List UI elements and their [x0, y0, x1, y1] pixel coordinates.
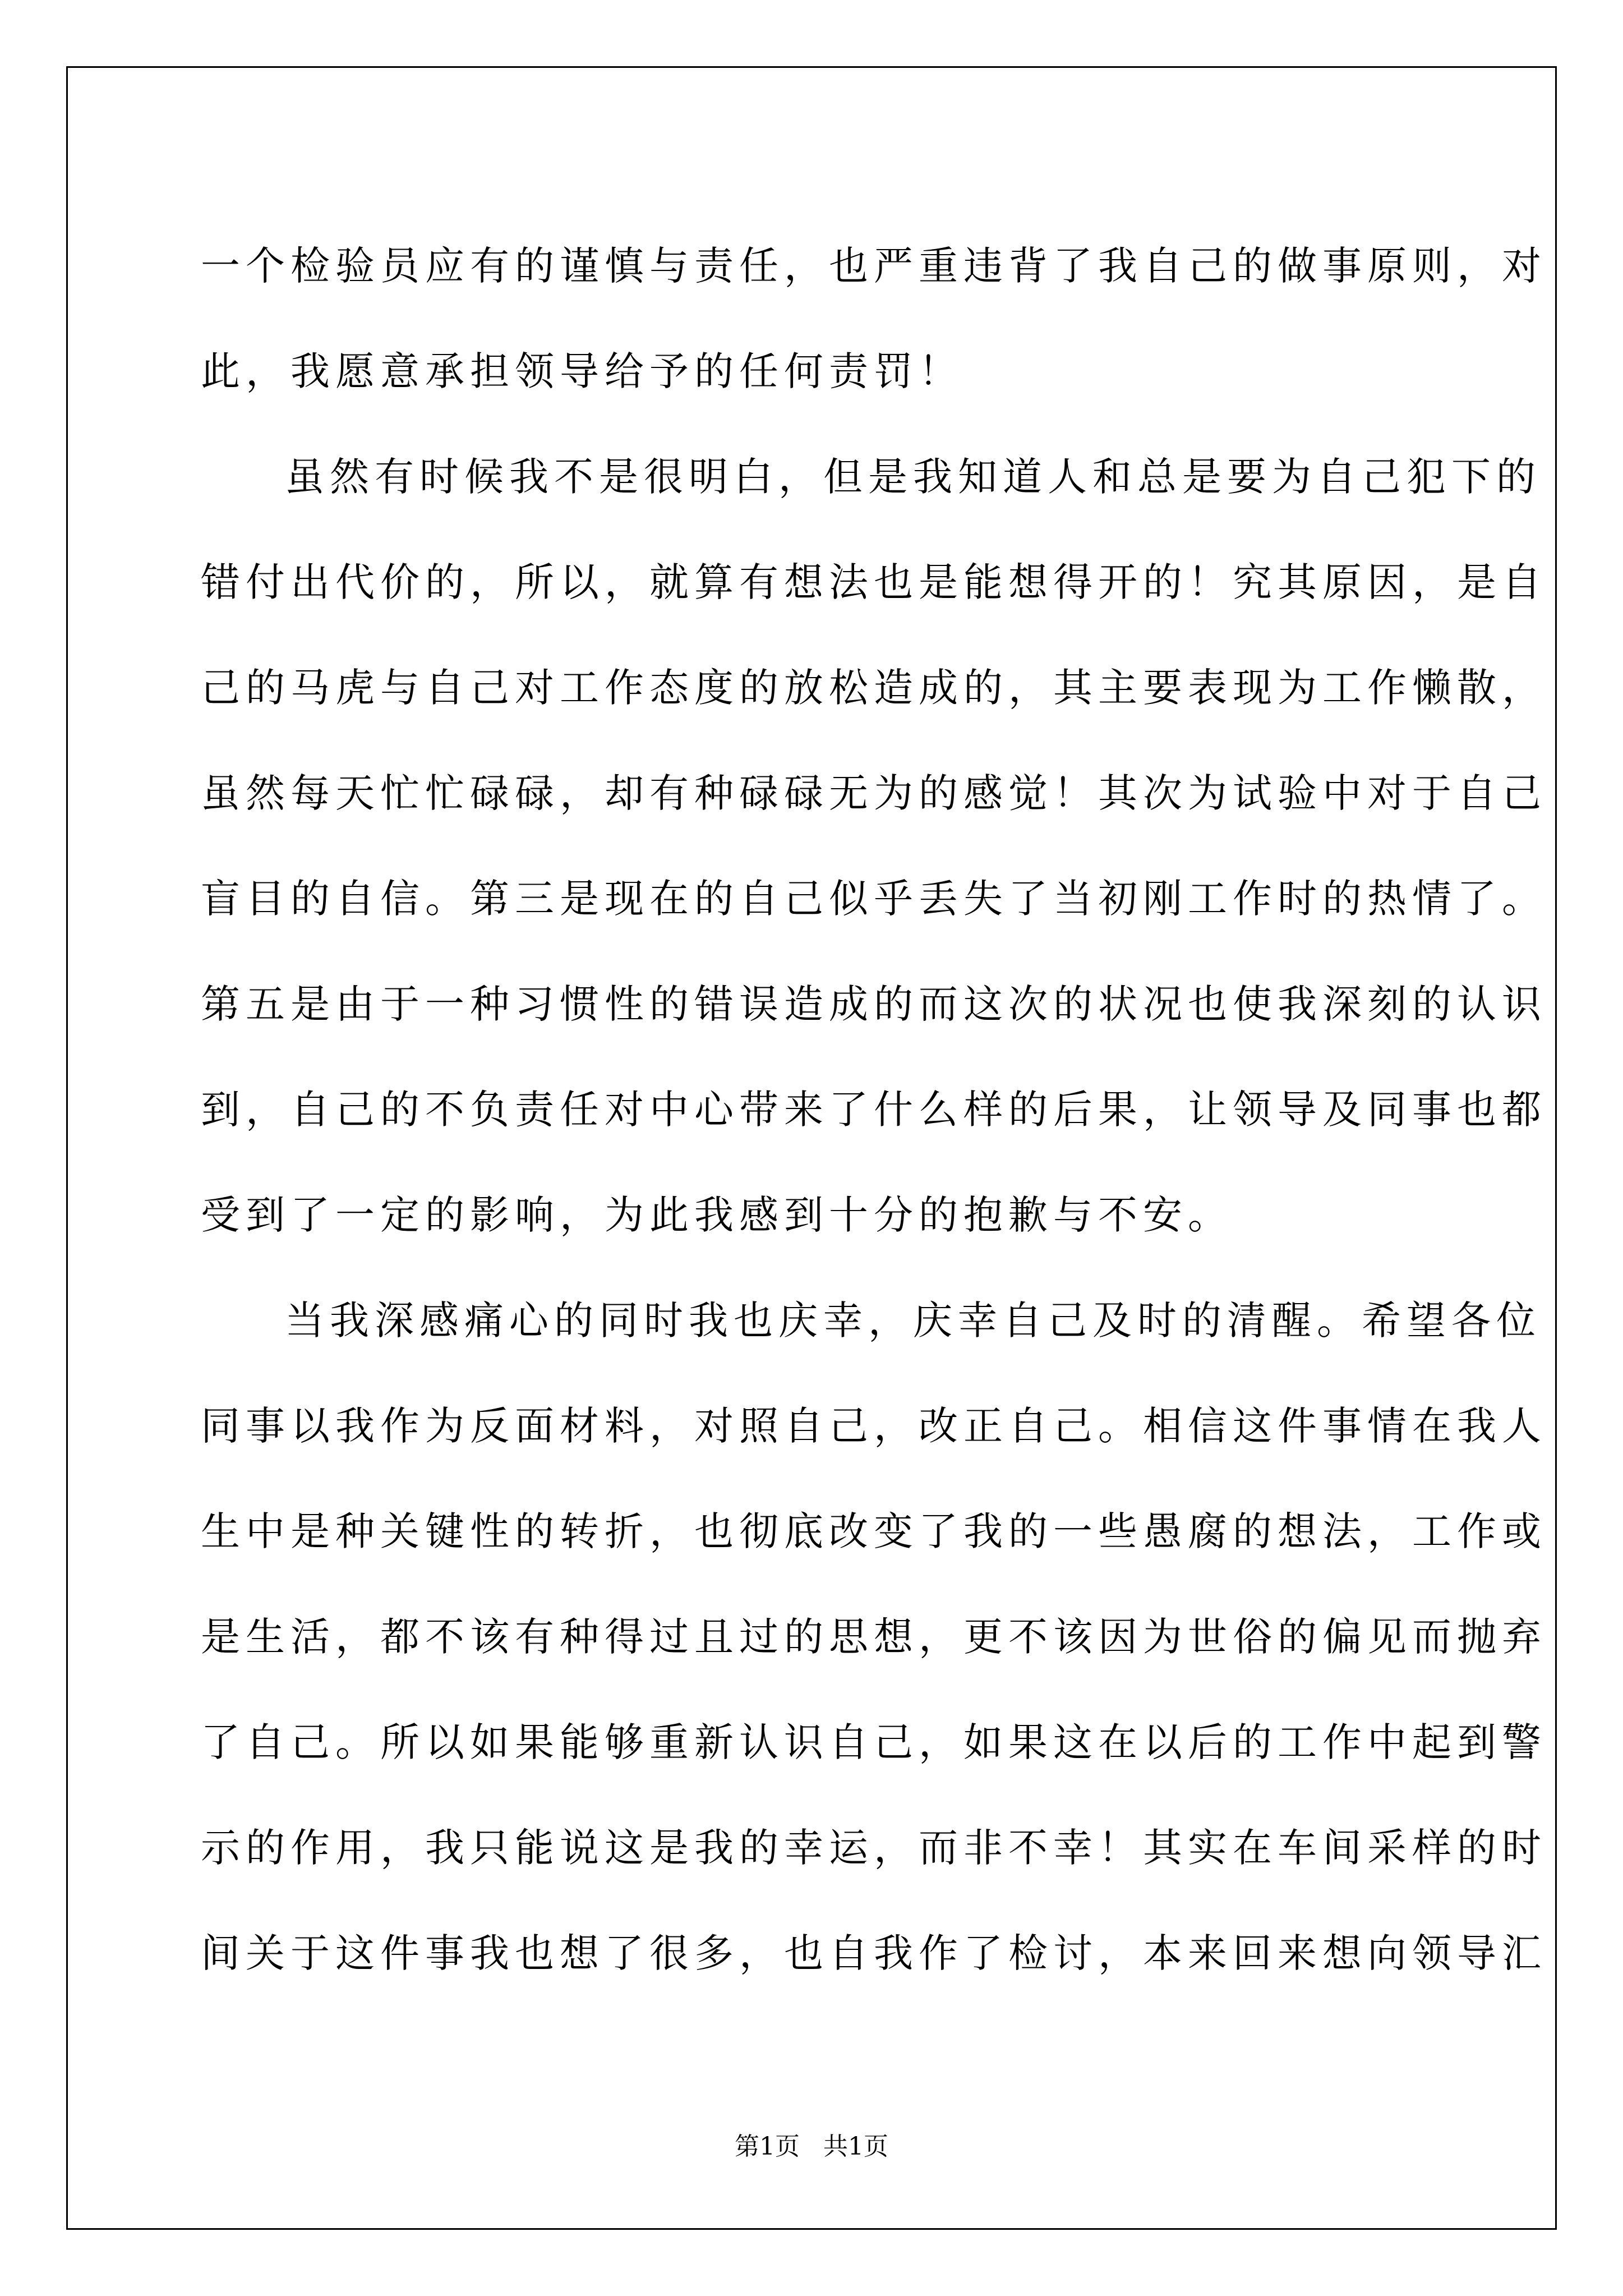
text-line: 到，自己的不负责任对中心带来了什么样的后果，让领导及同事也都 [201, 1087, 1547, 1133]
text-line: 己的马虎与自己对工作态度的放松造成的，其主要表现为工作懒散， [201, 665, 1547, 711]
text-line: 间关于这件事我也想了很多，也自我作了检讨，本来回来想向领导汇 [201, 1930, 1547, 1976]
text-line: 是生活，都不该有种得过且过的思想，更不该因为世俗的偏见而抛弃 [201, 1614, 1547, 1660]
page-footer: 第1页 共1页 [735, 2132, 888, 2161]
document-body [201, 213, 1547, 2006]
text-line: 一个检验员应有的谨慎与责任，也严重违背了我自己的做事原则，对 [201, 243, 1547, 289]
text-line: 了自己。所以如果能够重新认识自己，如果这在以后的工作中起到警 [201, 1719, 1547, 1765]
text-line: 错付出代价的，所以，就算有想法也是能想得开的！究其原因，是自 [201, 559, 1547, 605]
text-line: 盲目的自信。第三是现在的自己似乎丢失了当初刚工作时的热情了。 [201, 876, 1547, 922]
text-line: 虽然每天忙忙碌碌，却有种碌碌无为的感觉！其次为试验中对于自己 [201, 770, 1547, 816]
text-line: 虽然有时候我不是很明白，但是我知道人和总是要为自己犯下的 [285, 454, 1541, 500]
text-line: 第五是由于一种习惯性的错误造成的而这次的状况也使我深刻的认识 [201, 981, 1547, 1027]
text-line: 受到了一定的影响，为此我感到十分的抱歉与不安。 [201, 1192, 1233, 1238]
text-line: 当我深感痛心的同时我也庆幸，庆幸自己及时的清醒。希望各位 [285, 1297, 1541, 1343]
text-line: 生中是种关键性的转折，也彻底改变了我的一些愚腐的想法，工作或 [201, 1508, 1547, 1554]
text-line: 同事以我作为反面材料，对照自己，改正自己。相信这件事情在我人 [201, 1403, 1547, 1449]
text-line: 示的作用，我只能说这是我的幸运，而非不幸！其实在车间采样的时 [201, 1825, 1547, 1871]
text-line: 此，我愿意承担领导给予的任何责罚！ [201, 348, 963, 394]
